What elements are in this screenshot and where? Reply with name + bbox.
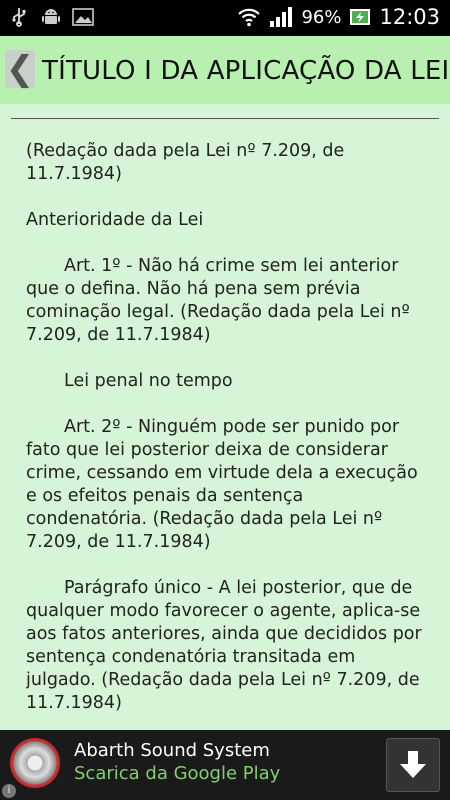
chevron-left-icon: ❮ <box>5 49 35 89</box>
info-icon[interactable]: i <box>2 784 16 798</box>
battery-charging-icon <box>349 6 371 28</box>
status-bar <box>0 0 450 36</box>
paragraph: (Redação dada pela Lei nº 7.209, de 11.7.1984) <box>26 141 345 184</box>
title-bar <box>0 36 450 104</box>
divider <box>11 118 439 119</box>
article-paragraph: Art. 1º - Não há crime sem lei anterior que o defina. Não há pena sem prévia cominação legal. (Redação dada pela Lei nº 7.209, de 11.7.1984) <box>26 256 410 345</box>
ad-title: Abarth Sound System <box>74 740 270 761</box>
page-title: TÍTULO I DA APLICAÇÃO DA LEI <box>42 56 450 86</box>
clock: 12:03 <box>379 5 440 29</box>
download-button[interactable] <box>386 738 440 792</box>
usb-icon <box>8 6 30 28</box>
section-heading: Anterioridade da Lei <box>26 210 204 230</box>
speaker-icon <box>10 738 60 788</box>
section-heading: Lei penal no tempo <box>64 371 233 391</box>
ad-banner[interactable] <box>0 730 450 800</box>
law-text[interactable] <box>26 140 426 730</box>
back-button[interactable] <box>5 50 35 88</box>
ad-subtitle: Scarica da Google Play <box>74 763 281 784</box>
image-icon <box>72 6 94 28</box>
article-paragraph: Art. 2º - Ninguém pode ser punido por fato que lei posterior deixa de considerar crime, cessando em virtude dela a execução e os efeitos penais da sentença condenatória. (Redação dada pela Lei nº 7.209, de 11.7.1984) <box>26 417 418 552</box>
android-icon <box>40 6 62 28</box>
signal-icon <box>269 6 293 28</box>
wifi-icon <box>237 6 261 28</box>
download-icon <box>398 749 428 781</box>
article-paragraph: Parágrafo único - A lei posterior, que de qualquer modo favorecer o agente, aplica-se aos fatos anteriores, ainda que decididos por sentença condenatória transitada em julgado. (Redação dada pela Lei nº 7.209, de 11.7.1984) <box>26 578 422 713</box>
battery-percent: 96% <box>301 6 342 28</box>
